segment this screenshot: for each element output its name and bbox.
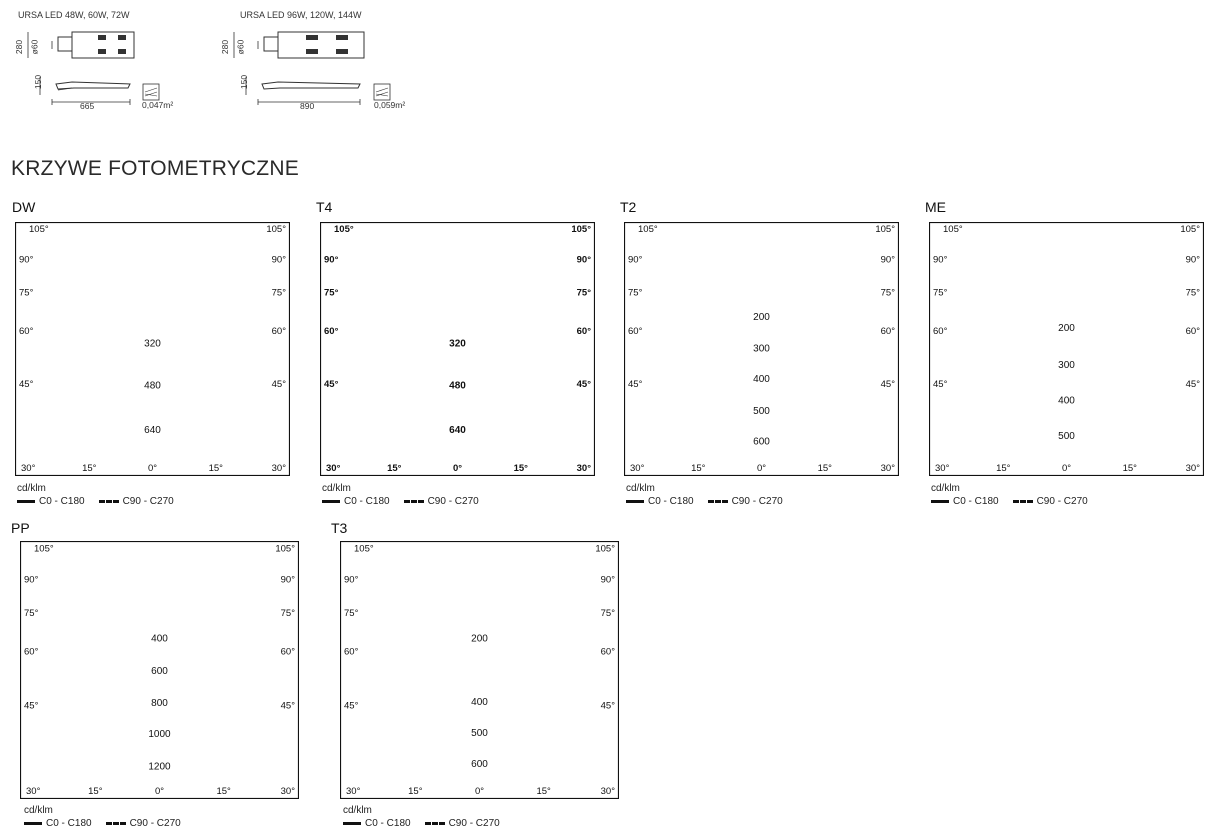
dashed-line-icon (1013, 500, 1033, 503)
ring-value-label: 400 (753, 374, 770, 386)
diameter-dimension: ø60 (235, 39, 246, 55)
angle-label: 60° (19, 325, 34, 337)
angle-label: 45° (576, 379, 591, 391)
angle-label: 105° (34, 543, 54, 555)
angle-label: 30° (21, 462, 36, 474)
angle-label: 90° (271, 254, 286, 266)
angle-label: 90° (933, 254, 948, 266)
legend (322, 483, 479, 507)
ring-value-label: 640 (449, 424, 466, 436)
legend-dashed-label: C90 - C270 (427, 496, 479, 507)
ring-value-label: 320 (449, 338, 466, 350)
angle-label: 75° (19, 287, 34, 299)
angle-label: 30° (935, 462, 950, 474)
angle-label: 105° (943, 224, 963, 236)
angle-label: 75° (600, 607, 615, 619)
angle-label: 105° (875, 224, 895, 236)
solid-line-icon (17, 500, 35, 503)
angle-label: 0° (474, 785, 485, 797)
angle-label: 15° (996, 462, 1011, 474)
angle-label: 60° (880, 325, 895, 337)
angle-label: 15° (691, 462, 706, 474)
diagram-label: PP (11, 520, 30, 536)
angle-label: 30° (26, 785, 41, 797)
polar-diagram-me (929, 222, 1204, 476)
polar-diagram-dw (15, 222, 290, 476)
angle-label: 45° (19, 379, 34, 391)
legend (24, 805, 181, 829)
angle-label: 30° (346, 785, 361, 797)
ring-value-label: 640 (144, 424, 161, 436)
angle-label: 15° (216, 785, 231, 797)
angle-label: 15° (513, 462, 528, 474)
angle-label: 60° (1185, 325, 1200, 337)
legend-unit: cd/klm (931, 483, 960, 494)
legend-solid-label: C0 - C180 (953, 496, 999, 507)
ring-value-label: 400 (471, 696, 488, 708)
legend-dashed-label: C90 - C270 (129, 818, 181, 829)
angle-label: 60° (600, 646, 615, 658)
angle-label: 30° (326, 462, 341, 474)
ring-value-label: 200 (753, 311, 770, 323)
angle-label: 60° (324, 325, 339, 337)
angle-label: 60° (280, 646, 295, 658)
angle-label: 30° (1185, 462, 1200, 474)
legend (626, 483, 783, 507)
angle-label: 0° (1061, 462, 1072, 474)
solid-line-icon (24, 822, 42, 825)
angle-label: 75° (933, 287, 948, 299)
angle-label: 105° (354, 543, 374, 555)
solid-line-icon (343, 822, 361, 825)
legend-dashed-label: C90 - C270 (1036, 496, 1088, 507)
product-title: URSA LED 48W, 60W, 72W (18, 10, 130, 20)
angle-label: 45° (628, 379, 643, 391)
legend-dashed-label: C90 - C270 (448, 818, 500, 829)
angle-label: 15° (408, 785, 423, 797)
ring-value-label: 480 (449, 380, 466, 392)
solid-line-icon (931, 500, 949, 503)
angle-label: 90° (324, 254, 339, 266)
height-dimension: 280 (14, 39, 25, 55)
angle-label: 30° (600, 785, 615, 797)
ring-value-label: 1000 (148, 729, 171, 741)
ring-value-label: 480 (144, 380, 161, 392)
legend-dashed-label: C90 - C270 (731, 496, 783, 507)
angle-label: 105° (275, 543, 295, 555)
angle-label: 30° (880, 462, 895, 474)
angle-label: 105° (1180, 224, 1200, 236)
ring-value-label: 1200 (148, 761, 171, 773)
legend-dashed-label: C90 - C270 (122, 496, 174, 507)
angle-label: 0° (756, 462, 767, 474)
dashed-line-icon (404, 500, 424, 503)
diagram-label: ME (925, 199, 946, 215)
angle-label: 45° (880, 379, 895, 391)
angle-label: 45° (271, 379, 286, 391)
angle-label: 90° (628, 254, 643, 266)
diagram-label: T4 (316, 199, 333, 215)
diagram-label: T3 (331, 520, 348, 536)
angle-label: 105° (334, 224, 354, 236)
legend-solid-label: C0 - C180 (39, 496, 85, 507)
angle-label: 105° (266, 224, 286, 236)
angle-label: 30° (630, 462, 645, 474)
ring-value-label: 500 (471, 727, 488, 739)
angle-label: 75° (576, 287, 591, 299)
polar-grid (15, 222, 290, 476)
ring-value-label: 320 (144, 338, 161, 350)
angle-label: 0° (147, 462, 158, 474)
legend-solid-label: C0 - C180 (365, 818, 411, 829)
side-height-dimension: 150 (33, 74, 44, 90)
angle-label: 45° (24, 700, 39, 712)
angle-label: 15° (208, 462, 223, 474)
solid-line-icon (626, 500, 644, 503)
polar-diagram-t3 (340, 541, 619, 799)
angle-label: 15° (82, 462, 97, 474)
ring-value-label: 500 (1058, 431, 1075, 443)
ring-value-label: 400 (1058, 395, 1075, 407)
polar-grid (929, 222, 1204, 476)
polar-grid (20, 541, 299, 799)
diagram-label: T2 (620, 199, 637, 215)
angle-label: 45° (280, 700, 295, 712)
angle-label: 75° (628, 287, 643, 299)
legend-unit: cd/klm (343, 805, 372, 816)
angle-label: 30° (280, 785, 295, 797)
angle-label: 75° (271, 287, 286, 299)
angle-label: 105° (29, 224, 49, 236)
angle-label: 75° (1185, 287, 1200, 299)
product-block-1 (14, 8, 218, 118)
ring-value-label: 600 (753, 436, 770, 448)
angle-label: 60° (576, 325, 591, 337)
angle-label: 75° (880, 287, 895, 299)
polar-grid (624, 222, 899, 476)
angle-label: 90° (280, 574, 295, 586)
dashed-line-icon (106, 822, 126, 825)
luminaire-drawing (18, 22, 218, 117)
angle-label: 45° (600, 700, 615, 712)
legend (17, 483, 174, 507)
angle-label: 90° (344, 574, 359, 586)
angle-label: 105° (638, 224, 658, 236)
angle-label: 75° (344, 607, 359, 619)
dashed-line-icon (99, 500, 119, 503)
ring-value-label: 500 (753, 405, 770, 417)
angle-label: 60° (24, 646, 39, 658)
angle-label: 30° (271, 462, 286, 474)
legend-unit: cd/klm (626, 483, 655, 494)
legend-unit: cd/klm (322, 483, 351, 494)
angle-label: 45° (1185, 379, 1200, 391)
polar-diagram-pp (20, 541, 299, 799)
angle-label: 75° (324, 287, 339, 299)
ring-value-label: 400 (151, 633, 168, 645)
ring-value-label: 600 (471, 758, 488, 770)
angle-label: 90° (576, 254, 591, 266)
ring-value-label: 800 (151, 698, 168, 710)
angle-label: 0° (452, 462, 463, 474)
angle-label: 90° (19, 254, 34, 266)
polar-diagram-t4 (320, 222, 595, 476)
angle-label: 30° (576, 462, 591, 474)
polar-grid (340, 541, 619, 799)
length-dimension: 665 (80, 101, 95, 111)
angle-label: 15° (817, 462, 832, 474)
diameter-dimension: ø60 (29, 39, 40, 55)
legend (931, 483, 1088, 507)
angle-label: 45° (324, 379, 339, 391)
angle-label: 0° (154, 785, 165, 797)
angle-label: 15° (536, 785, 551, 797)
solid-line-icon (322, 500, 340, 503)
legend-solid-label: C0 - C180 (344, 496, 390, 507)
product-title: URSA LED 96W, 120W, 144W (240, 10, 362, 20)
area-dimension: 0,059m² (374, 100, 406, 110)
ring-value-label: 200 (471, 633, 488, 645)
length-dimension: 890 (300, 101, 315, 111)
polar-grid (320, 222, 595, 476)
ring-value-label: 200 (1058, 323, 1075, 335)
ring-value-label: 300 (753, 343, 770, 355)
polar-diagram-t2 (624, 222, 899, 476)
dashed-line-icon (425, 822, 445, 825)
ring-value-label: 600 (151, 665, 168, 677)
angle-label: 75° (280, 607, 295, 619)
angle-label: 75° (24, 607, 39, 619)
angle-label: 105° (595, 543, 615, 555)
angle-label: 90° (600, 574, 615, 586)
section-title: KRZYWE FOTOMETRYCZNE (11, 157, 299, 180)
area-dimension: 0,047m² (142, 100, 174, 110)
angle-label: 90° (880, 254, 895, 266)
angle-label: 60° (933, 325, 948, 337)
angle-label: 45° (933, 379, 948, 391)
side-height-dimension: 150 (239, 74, 250, 90)
legend-solid-label: C0 - C180 (648, 496, 694, 507)
product-block-2 (222, 8, 432, 118)
angle-label: 60° (271, 325, 286, 337)
angle-label: 60° (344, 646, 359, 658)
angle-label: 15° (1122, 462, 1137, 474)
angle-label: 60° (628, 325, 643, 337)
ring-value-label: 300 (1058, 360, 1075, 372)
angle-label: 45° (344, 700, 359, 712)
legend-unit: cd/klm (24, 805, 53, 816)
angle-label: 15° (88, 785, 103, 797)
diagram-label: DW (12, 199, 36, 215)
height-dimension: 280 (220, 39, 231, 55)
legend-unit: cd/klm (17, 483, 46, 494)
angle-label: 90° (1185, 254, 1200, 266)
angle-label: 15° (387, 462, 402, 474)
dashed-line-icon (708, 500, 728, 503)
legend (343, 805, 500, 829)
angle-label: 105° (571, 224, 591, 236)
legend-solid-label: C0 - C180 (46, 818, 92, 829)
angle-label: 90° (24, 574, 39, 586)
